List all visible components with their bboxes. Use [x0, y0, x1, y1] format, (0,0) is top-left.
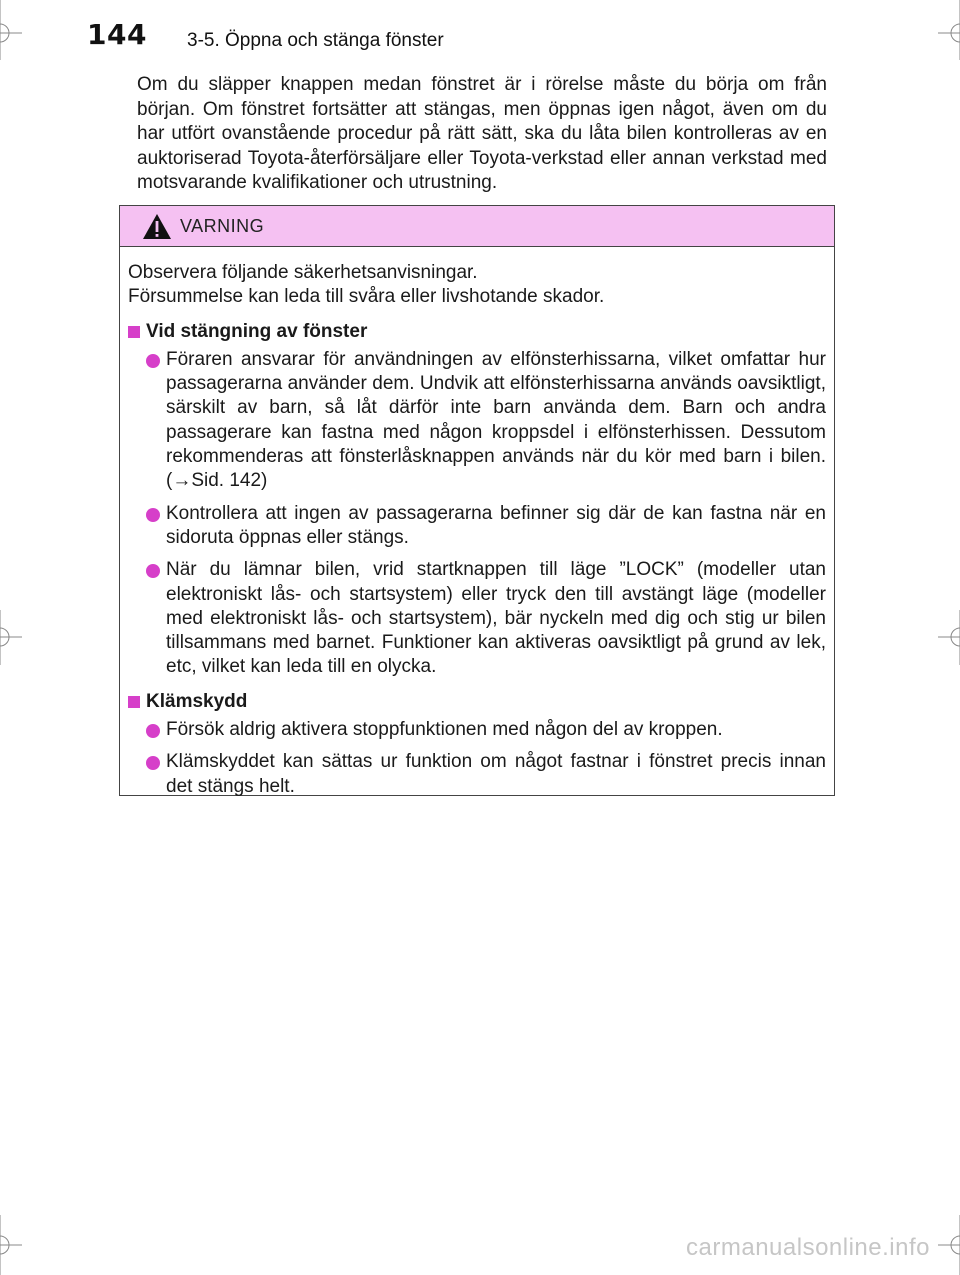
section-title: 3-5. Öppna och stänga fönster	[187, 30, 444, 51]
section-heading-text: Klämskydd	[146, 690, 248, 712]
square-bullet-icon	[128, 696, 140, 708]
section-heading	[128, 320, 826, 344]
round-bullet-icon	[146, 756, 160, 770]
warning-triangle-icon	[142, 213, 172, 240]
list-item-text: Föraren ansvarar för användningen av elfönsterhissarna, vilket omfattar hur passagerarna använder dem. Undvik att elfönsterhissarna används oavsiktligt, särskilt av barn, så låt därför inte barn använda dem. Barn och andra passagerare kan fastna med någon kroppsdel i elfönsterhissen. Dessutom rekommenderas att fönsterlåsknappen används när du kör med barn i bilen. (→Sid. 142)	[166, 348, 826, 492]
warning-intro-line: Observera följande säkerhetsanvisningar.	[128, 262, 478, 283]
list-item-text: Klämskyddet kan sättas ur funktion om något fastnar i fönstret precis innan det stängs helt.	[166, 751, 826, 797]
warning-body	[120, 247, 834, 799]
section-heading-text: Vid stängning av fönster	[146, 320, 368, 342]
square-bullet-icon	[128, 326, 140, 338]
list-item	[128, 558, 826, 679]
round-bullet-icon	[146, 564, 160, 578]
intro-paragraph: Om du släpper knappen medan fönstret är i rörelse måste du börja om från början. Om fönstret fortsätter att stängas, men öppnas igen något, även om du har utfört ovanstående procedur på rätt sätt, ska du låta bilen kontrolleras av en auktoriserad Toyota-återförsäljare eller Toyota-verkstad eller annan verkstad med motsvarande kvalifikationer och utrustning.	[137, 74, 827, 193]
list-item-text: När du lämnar bilen, vrid startknappen till läge ”LOCK” (modeller utan elektroniskt lås- och startsystem) eller tryck den till avstängt läge (modeller med elektroniskt lås- och startsystem), bär nyckeln med dig och stig ur bilen tillsammans med barnet. Funktioner kan aktiveras oavsiktligt på grund av lek, etc, vilket kan leda till en olycka.	[166, 559, 826, 678]
list-item-text: Försök aldrig aktivera stoppfunktionen med någon del av kroppen.	[166, 719, 723, 741]
page-number: 144	[87, 18, 147, 51]
round-bullet-icon	[146, 724, 160, 738]
list-item-text: Kontrollera att ingen av passagerarna befinner sig där de kan fastna när en sidoruta öppnas eller stängs.	[166, 502, 826, 548]
list-item	[128, 718, 826, 742]
list-item	[128, 502, 826, 551]
round-bullet-icon	[146, 354, 160, 368]
warning-header	[120, 206, 834, 247]
section-heading	[128, 690, 826, 714]
warning-intro-line: Försummelse kan leda till svåra eller livshotande skador.	[128, 286, 605, 308]
warning-box	[119, 205, 835, 796]
warning-title: VARNING	[180, 216, 265, 236]
list-item	[128, 750, 826, 799]
watermark: carmanualsonline.info	[686, 1234, 930, 1261]
round-bullet-icon	[146, 508, 160, 522]
list-item	[128, 348, 826, 494]
